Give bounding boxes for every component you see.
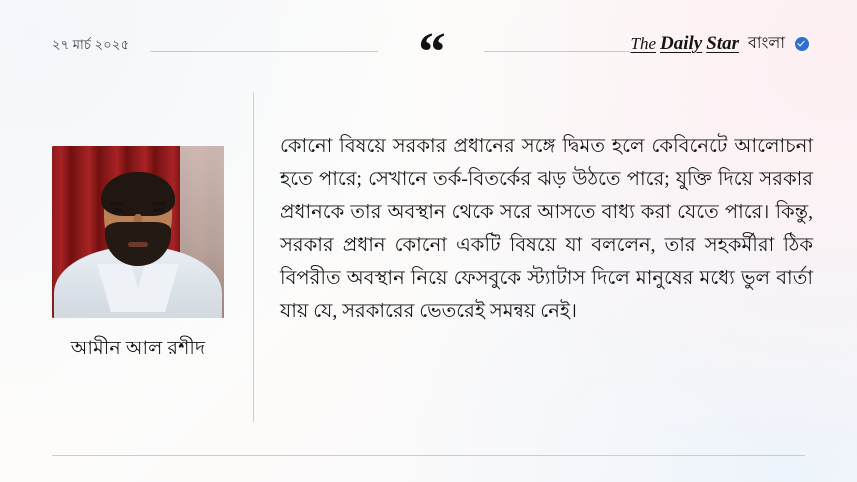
publication-date: ২৭ মার্চ ২০২৫	[52, 37, 130, 52]
portrait-eye-right	[154, 208, 164, 212]
quote-text: কোনো বিষয়ে সরকার প্রধানের সঙ্গে দ্বিমত হলে কেবিনেটে আলোচনা হতে পারে; সেখানে তর্ক-বিতর্কের ঝড় উঠতে পারে; যুক্তি দিয়ে সরকার প্রধানকে তার অবস্থান থেকে সরে আসতে বাধ্য করা যেতে পারে। কিন্তু, সরকার প্রধান কোনো একটি বিষয়ে যা বললেন, তার সহকর্মীরা ঠিক বিপরীত অবস্থান নিয়ে ফেসবুকে স্ট্যাটাস দিলে মানুষের মধ্যে ভুল বার্তা যায় যে, সরকারের ভেতরেই সমন্বয় নেই।	[280, 136, 813, 322]
header-rule-right	[484, 51, 630, 52]
portrait-brow-right	[152, 202, 166, 205]
quote-mark-icon: “	[418, 21, 446, 82]
author-portrait	[52, 146, 224, 318]
verified-badge-icon	[795, 37, 809, 51]
author-block	[52, 146, 224, 366]
brand-daily-label: Daily	[660, 32, 703, 54]
brand-star-label: Star	[706, 32, 739, 54]
card-header	[0, 0, 857, 92]
portrait-brow-left	[110, 202, 124, 205]
brand-the-label: The	[630, 33, 657, 53]
portrait-eye-left	[112, 208, 122, 212]
footer-rule	[52, 455, 805, 456]
author-name: আমীন আল রশীদ	[70, 338, 206, 359]
vertical-divider	[253, 92, 254, 422]
portrait-mouth	[128, 242, 148, 247]
header-rule-left	[150, 51, 378, 52]
brand-logo	[631, 30, 809, 57]
brand-bangla-label: বাংলা	[748, 35, 785, 52]
